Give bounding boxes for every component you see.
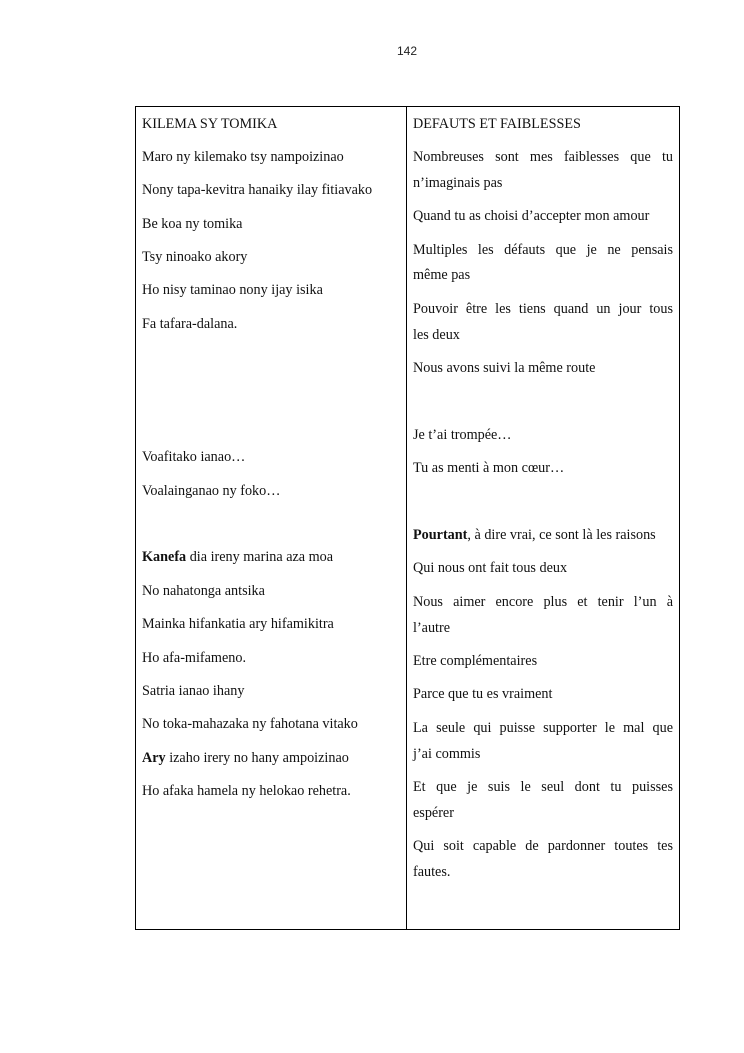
line-text: izaho irery no hany ampoizinao xyxy=(165,750,349,766)
emphasis-word: Kanefa xyxy=(142,549,187,565)
malagasy-line: No toka-mahazaka ny fahotana vitako xyxy=(142,716,358,732)
french-line: j’ai commis xyxy=(413,746,481,762)
french-line: l’autre xyxy=(413,620,451,636)
french-line: Qui soit capable de pardonner toutes tes xyxy=(413,838,673,854)
french-line: Pouvoir être les tiens quand un jour tous xyxy=(413,301,673,317)
french-line: n’imaginais pas xyxy=(413,175,503,191)
malagasy-line: Be koa ny tomika xyxy=(142,216,243,232)
malagasy-line: Maro ny kilemako tsy nampoizinao xyxy=(142,149,344,165)
column-divider xyxy=(406,107,407,929)
line-text: , à dire vrai, ce sont là les raisons xyxy=(467,527,656,543)
page-number: 142 xyxy=(396,44,418,58)
malagasy-line: Voalainganao ny foko… xyxy=(142,483,281,499)
french-line: Qui nous ont fait tous deux xyxy=(413,560,568,576)
french-line: Nous aimer encore plus et tenir l’un à xyxy=(413,594,673,610)
malagasy-line: No nahatonga antsika xyxy=(142,583,265,599)
malagasy-line: Voafitako ianao… xyxy=(142,449,246,465)
malagasy-line: Ho afaka hamela ny helokao rehetra. xyxy=(142,783,351,799)
french-line: Je t’ai trompée… xyxy=(413,427,512,443)
french-line: Multiples les défauts que je ne pensais xyxy=(413,242,673,258)
french-line: Quand tu as choisi d’accepter mon amour xyxy=(413,208,650,224)
emphasis-word: Pourtant xyxy=(413,527,468,543)
french-line: Etre complémentaires xyxy=(413,653,538,669)
french-line: même pas xyxy=(413,267,471,283)
malagasy-line: Ho nisy taminao nony ijay isika xyxy=(142,282,323,298)
line-text: dia ireny marina aza moa xyxy=(186,549,334,565)
french-line: espérer xyxy=(413,805,454,821)
french-line: Tu as menti à mon cœur… xyxy=(413,460,565,476)
malagasy-line: Satria ianao ihany xyxy=(142,683,245,699)
french-line xyxy=(413,527,673,544)
french-title: DEFAUTS ET FAIBLESSES xyxy=(413,116,581,132)
malagasy-line: Ho afa-mifameno. xyxy=(142,650,246,666)
malagasy-line: Mainka hifankatia ary hifamikitra xyxy=(142,616,334,632)
malagasy-line xyxy=(142,549,333,566)
french-line: fautes. xyxy=(413,864,451,880)
french-line: les deux xyxy=(413,327,460,343)
french-line: Nous avons suivi la même route xyxy=(413,360,596,376)
malagasy-line xyxy=(142,750,349,767)
french-line: Et que je suis le seul dont tu puisses xyxy=(413,779,673,795)
poem-table xyxy=(135,106,680,930)
emphasis-word: Ary xyxy=(142,750,166,766)
french-line: Parce que tu es vraiment xyxy=(413,686,553,702)
french-line: La seule qui puisse supporter le mal que xyxy=(413,720,673,736)
malagasy-line: Tsy ninoako akory xyxy=(142,249,248,265)
french-line: Nombreuses sont mes faiblesses que tu xyxy=(413,149,673,165)
malagasy-line: Nony tapa-kevitra hanaiky ilay fitiavako xyxy=(142,182,373,198)
malagasy-line: Fa tafara-dalana. xyxy=(142,316,238,332)
malagasy-title: KILEMA SY TOMIKA xyxy=(142,116,278,132)
